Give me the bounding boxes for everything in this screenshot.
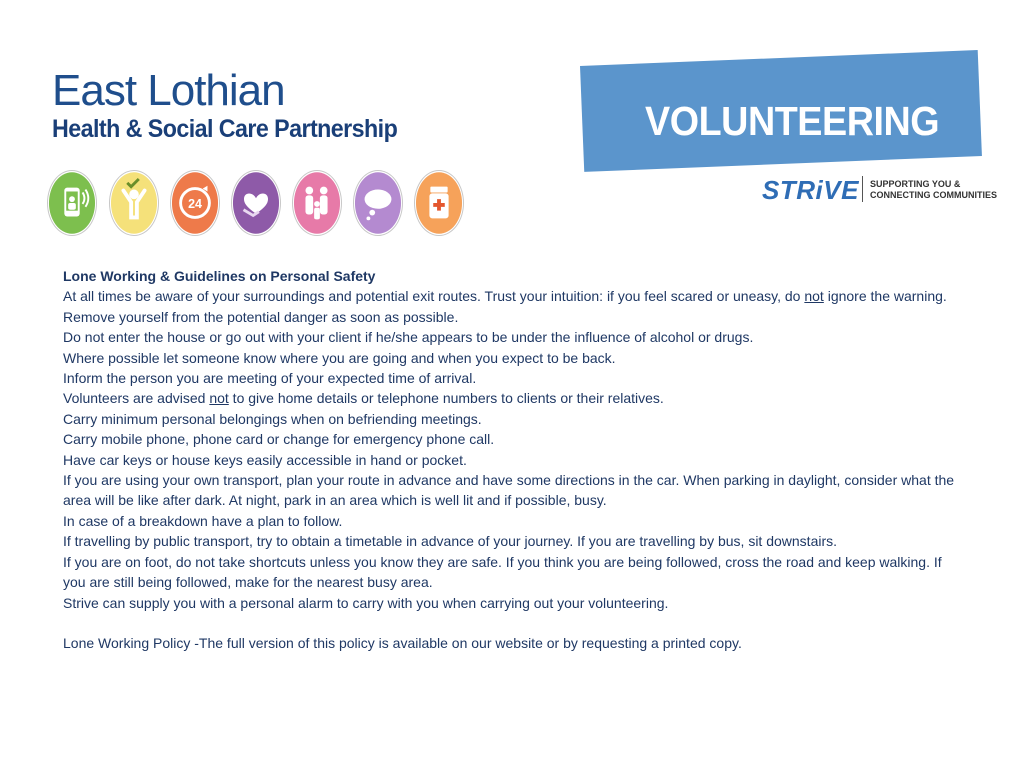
guideline-personal-alarm: Strive can supply you with a personal alarm to carry with you when carrying out your volunteering. <box>63 594 669 611</box>
logo-subtitle: Health & Social Care Partnership <box>52 115 398 143</box>
safety-guidelines <box>63 266 963 654</box>
guideline-own-transport: If you are using your own transport, plan your route in advance and have some directions in the car. When parking in daylight, consider what the area will be like after dark. At night, park in an area which is well lit and if possible, busy. <box>63 472 955 509</box>
guideline-public-transport: If travelling by public transport, try to obtain a timetable in advance of your journey. If you are travelling by bus, sit downstairs. <box>63 533 838 550</box>
volunteering-banner-title: VOLUNTEERING <box>645 98 940 144</box>
guideline-text: At all times be aware of your surroundings and potential exit routes. Trust your intuition: if you feel scared or uneasy, do <box>63 288 805 305</box>
emphasis-not: not <box>804 288 824 305</box>
guideline-on-foot: If you are on foot, do not take shortcuts unless you know they are safe. If you think you are being followed, cross the road and keep walking. If you are still being followed, make for the nearest busy area. <box>63 553 942 591</box>
guideline-awareness <box>63 286 963 327</box>
guideline-text: Volunteers are advised <box>63 390 210 407</box>
emphasis-not: not <box>209 390 229 407</box>
heart-hands-icon <box>231 170 281 236</box>
lone-working-policy-note: Lone Working Policy -The full version of this policy is available on our website or by requesting a printed copy. <box>63 635 742 652</box>
guideline-alcohol-drugs: Do not enter the house or go out with your client if he/she appears to be under the influence of alcohol or drugs. <box>63 329 754 346</box>
strive-tagline-line2: CONNECTING COMMUNITIES <box>870 190 997 200</box>
phone-icon <box>47 170 97 236</box>
guideline-keys: Have car keys or house keys easily accessible in hand or pocket. <box>63 451 467 468</box>
guideline-belongings: Carry minimum personal belongings when on befriending meetings. <box>63 410 482 427</box>
strive-divider <box>862 176 863 202</box>
thought-bubble-icon <box>353 170 403 236</box>
guideline-mobile-phone: Carry mobile phone, phone card or change for emergency phone call. <box>63 431 495 448</box>
medicine-bottle-icon <box>414 170 464 236</box>
guideline-home-details <box>63 388 963 408</box>
family-icon <box>292 170 342 236</box>
guidelines-heading: Lone Working & Guidelines on Personal Safety <box>63 268 376 284</box>
svg-text:24: 24 <box>188 196 202 211</box>
logo-title: East Lothian <box>52 66 285 115</box>
spacer <box>63 613 963 633</box>
guideline-text: to give home details or telephone numbers to clients or their relatives. <box>228 390 664 407</box>
strive-tagline <box>870 179 997 201</box>
guideline-arrival-time: Inform the person you are meeting of your expected time of arrival. <box>63 370 477 387</box>
person-check-icon <box>109 170 159 236</box>
strive-name: STRiVE <box>762 175 859 205</box>
guideline-text: ignore the warning. Remove yourself from the potential danger as soon as possible. <box>63 288 947 325</box>
guideline-let-someone-know: Where possible let someone know where you are going and when you expect to be back. <box>63 349 616 366</box>
24-hour-icon <box>170 170 220 236</box>
east-lothian-logo <box>52 62 472 144</box>
guideline-breakdown: In case of a breakdown have a plan to follow. <box>63 512 343 529</box>
strive-tagline-line1: SUPPORTING YOU & <box>870 179 961 189</box>
service-icons-row <box>47 170 467 238</box>
